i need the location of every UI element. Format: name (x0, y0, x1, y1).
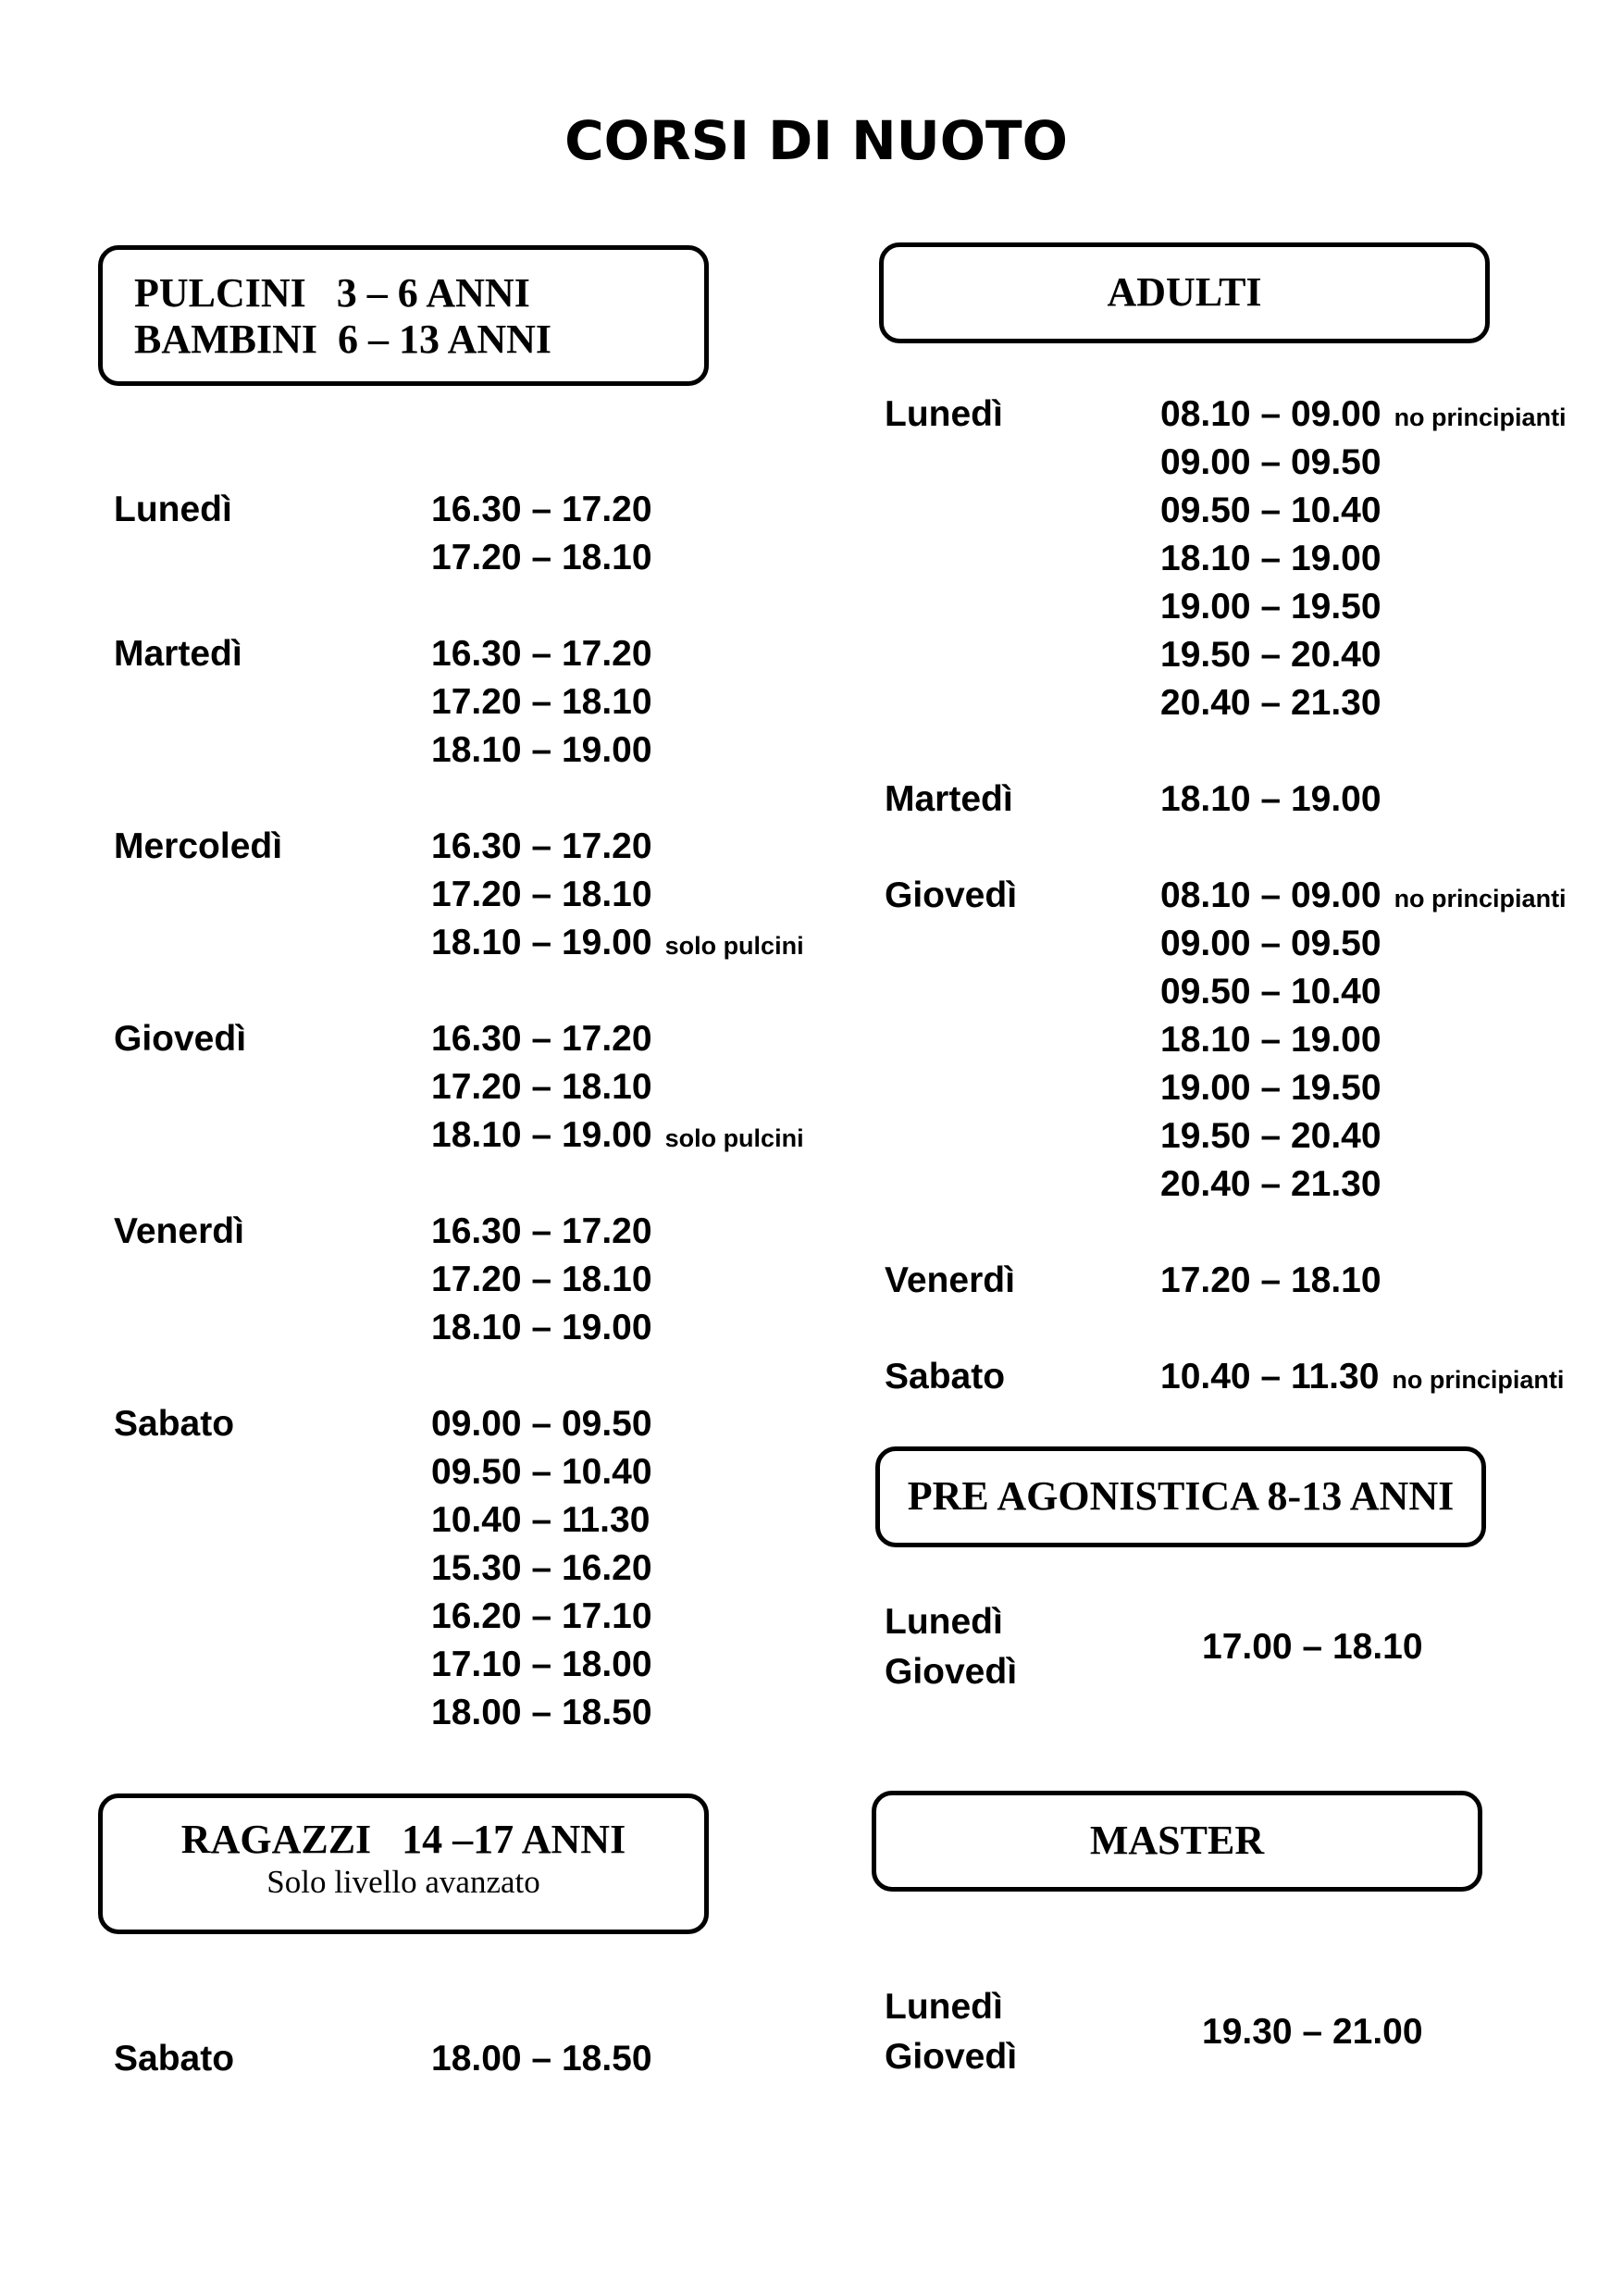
day-label: Lunedì (885, 1602, 1003, 1642)
time-range: 09.00 – 09.50 (1160, 442, 1381, 482)
time-slot (431, 726, 652, 775)
day-label: Sabato (114, 1404, 235, 1444)
time-slot (1160, 679, 1381, 727)
time-slot (1160, 920, 1381, 968)
time-slot: 18.00 – 18.50 (431, 2039, 652, 2079)
time-range: 09.50 – 10.40 (431, 1452, 652, 1492)
time-slot (1160, 1112, 1381, 1160)
time-range: 17.20 – 18.10 (431, 1067, 652, 1107)
pre-agonistica-header-box (875, 1446, 1486, 1547)
day-label: Lunedì (114, 490, 232, 529)
day-label: Mercoledì (114, 826, 283, 866)
time-slot (1160, 583, 1381, 631)
time-slot (431, 1593, 652, 1641)
time-range: 10.40 – 11.30 (1160, 1357, 1380, 1396)
time-range: 17.20 – 18.10 (1160, 1260, 1381, 1300)
time-slot (431, 1496, 650, 1545)
time-slot (431, 1111, 804, 1162)
time-slot: 17.00 – 18.10 (1202, 1627, 1423, 1667)
time-slot (1160, 1257, 1381, 1305)
time-slot (1160, 1353, 1564, 1404)
time-range: 18.10 – 19.00 (1160, 1020, 1381, 1060)
ragazzi-sublabel: Solo livello avanzato (266, 1864, 540, 1900)
pulcini-label: PULCINI 3 – 6 ANNI (134, 270, 530, 316)
adulti-label: ADULTI (1107, 269, 1262, 315)
time-slot (431, 1304, 652, 1352)
time-range: 08.10 – 09.00 (1160, 875, 1381, 915)
pulcini-bambini-schedule (114, 0, 817, 2296)
time-slot (431, 1400, 652, 1448)
page-title: CORSI DI NUOTO (564, 109, 1068, 172)
time-slot (431, 1015, 652, 1063)
time-range: 19.00 – 19.50 (1160, 587, 1381, 627)
day-label: Giovedì (885, 1652, 1018, 1692)
time-range: 15.30 – 16.20 (431, 1548, 652, 1588)
time-slot (1160, 872, 1567, 923)
adulti-schedule (885, 0, 1616, 2296)
bambini-label: BAMBINI 6 – 13 ANNI (134, 316, 552, 362)
time-slot (431, 486, 652, 534)
master-header-box (872, 1791, 1482, 1892)
day-label: Martedì (885, 779, 1013, 819)
time-slot (431, 1063, 652, 1111)
time-slot (431, 630, 652, 678)
time-slot (1160, 535, 1381, 583)
time-range: 18.10 – 19.00 (1160, 779, 1381, 819)
day-label: Giovedì (885, 2037, 1018, 2077)
time-slot (1160, 487, 1381, 535)
day-label: Lunedì (885, 394, 1003, 434)
time-range: 08.10 – 09.00 (1160, 394, 1381, 434)
time-slot (431, 1641, 652, 1689)
time-range: 09.00 – 09.50 (431, 1404, 652, 1444)
time-range: 09.50 – 10.40 (1160, 490, 1381, 530)
time-range: 17.20 – 18.10 (431, 1260, 652, 1299)
time-range: 09.50 – 10.40 (1160, 972, 1381, 1011)
time-note: no principianti (1392, 1366, 1565, 1394)
time-slot (431, 871, 652, 919)
ragazzi-label: RAGAZZI 14 –17 ANNI (180, 1817, 626, 1862)
pre-agonistica-label: PRE AGONISTICA 8-13 ANNI (907, 1473, 1455, 1519)
time-range: 17.20 – 18.10 (431, 875, 652, 914)
pre-agonistica-schedule (885, 1598, 1616, 1700)
schedule-row (114, 2035, 817, 2083)
time-slot (431, 1448, 652, 1496)
time-note: solo pulcini (664, 1124, 804, 1152)
time-range: 16.30 – 17.20 (431, 1019, 652, 1059)
time-slot (1160, 1064, 1381, 1112)
time-range: 19.00 – 19.50 (1160, 1068, 1381, 1108)
time-slot (431, 919, 804, 970)
day-label: Giovedì (114, 1019, 247, 1059)
time-range: 17.20 – 18.10 (431, 538, 652, 577)
time-note: no principianti (1394, 403, 1567, 431)
time-range: 20.40 – 21.30 (1160, 1164, 1381, 1204)
day-label: Sabato (885, 1357, 1006, 1396)
day-label: Venerdì (114, 1211, 244, 1251)
time-slot (1160, 776, 1381, 824)
time-slot (431, 678, 652, 726)
time-slot (1160, 439, 1381, 487)
time-range: 17.10 – 18.00 (431, 1644, 652, 1684)
day-label: Lunedì (885, 1987, 1003, 2027)
time-slot (431, 1689, 652, 1737)
day-label: Venerdì (885, 1260, 1015, 1300)
time-slot (431, 1256, 652, 1304)
time-range: 19.50 – 20.40 (1160, 635, 1381, 675)
day-label: Sabato (114, 2039, 235, 2079)
ragazzi-schedule (114, 2035, 817, 2083)
time-slot (1160, 631, 1381, 679)
time-range: 16.30 – 17.20 (431, 634, 652, 674)
time-range: 18.10 – 19.00 (1160, 539, 1381, 578)
time-range: 18.10 – 19.00 (431, 1308, 652, 1347)
ragazzi-header-box (98, 1793, 709, 1934)
time-slot (431, 1545, 652, 1593)
time-range: 20.40 – 21.30 (1160, 683, 1381, 723)
time-slot (1160, 968, 1381, 1016)
time-slot (1160, 1016, 1381, 1064)
time-range: 17.20 – 18.10 (431, 682, 652, 722)
time-slot: 19.30 – 21.00 (1202, 2012, 1423, 2052)
day-label: Giovedì (885, 875, 1018, 915)
time-slot (1160, 1160, 1381, 1209)
time-range: 16.30 – 17.20 (431, 490, 652, 529)
time-range: 18.10 – 19.00 (431, 1115, 652, 1155)
time-range: 18.10 – 19.00 (431, 923, 652, 962)
master-schedule (885, 1983, 1616, 2085)
time-range: 10.40 – 11.30 (431, 1500, 650, 1540)
time-slot (431, 534, 652, 582)
time-slot (1160, 391, 1567, 441)
master-label: MASTER (1089, 1818, 1265, 1863)
time-range: 16.30 – 17.20 (431, 1211, 652, 1251)
time-slot (431, 1208, 652, 1256)
time-note: no principianti (1394, 885, 1567, 912)
time-range: 19.50 – 20.40 (1160, 1116, 1381, 1156)
time-range: 16.30 – 17.20 (431, 826, 652, 866)
time-note: solo pulcini (664, 932, 804, 960)
time-range: 16.20 – 17.10 (431, 1596, 652, 1636)
time-range: 18.00 – 18.50 (431, 1693, 652, 1732)
time-range: 09.00 – 09.50 (1160, 924, 1381, 963)
time-range: 18.10 – 19.00 (431, 730, 652, 770)
time-slot (431, 823, 652, 871)
day-label: Martedì (114, 634, 242, 674)
